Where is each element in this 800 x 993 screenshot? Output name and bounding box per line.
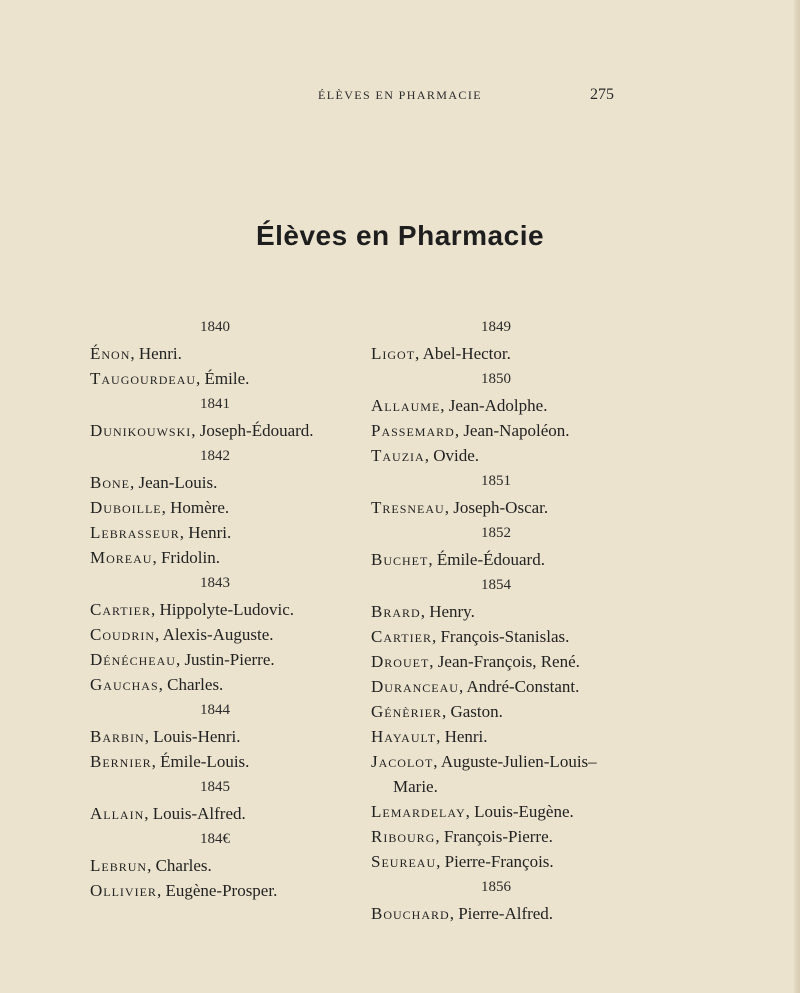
surname: Bernier [90, 752, 152, 771]
surname: Passemard [371, 421, 455, 440]
student-entry [90, 801, 350, 826]
student-entry [371, 443, 631, 468]
surname: Brard [371, 602, 421, 621]
student-entry [371, 674, 631, 699]
given-names: , Jean-François, René. [429, 652, 580, 671]
student-entry [90, 545, 350, 570]
surname: Génèrier [371, 702, 442, 721]
student-entry [90, 672, 350, 697]
given-names: , Ovide. [424, 446, 480, 465]
student-entry [371, 901, 631, 926]
given-names: , Auguste-Julien-Louis– [433, 752, 597, 771]
student-entry [90, 495, 350, 520]
student-entry [90, 520, 350, 545]
student-entry [371, 624, 631, 649]
surname: Lemardelay [371, 802, 466, 821]
surname: Lebrun [90, 856, 148, 875]
given-names: , Joseph-Oscar. [444, 498, 549, 517]
given-names: , Louis-Henri. [144, 727, 241, 746]
surname: Ribourg [371, 827, 436, 846]
right-column [371, 314, 631, 926]
surname: Taugourdeau [90, 369, 197, 388]
surname: Drouet [371, 652, 430, 671]
year-heading: 1842 [200, 448, 230, 464]
given-names: , André-Constant. [458, 677, 580, 696]
surname: Dénécheau [90, 650, 176, 669]
given-names: , Justin-Pierre. [175, 650, 275, 669]
student-entry [371, 649, 631, 674]
year-heading: 1856 [481, 879, 511, 895]
student-entry [371, 599, 631, 624]
year-heading: 1854 [481, 577, 511, 593]
entry-continuation: Marie. [393, 777, 438, 796]
student-entry [371, 799, 631, 824]
given-names: , Henri. [436, 727, 488, 746]
surname: Seureau [371, 852, 437, 871]
student-entry [90, 366, 350, 391]
given-names: , Jean-Louis. [130, 473, 218, 492]
left-column [90, 314, 350, 903]
student-entry [90, 853, 350, 878]
surname: Hayault [371, 727, 437, 746]
given-names: , Jean-Adolphe. [440, 396, 548, 415]
given-names: , Émile-Louis. [151, 752, 250, 771]
student-entry [371, 393, 631, 418]
page-edge-shadow [794, 0, 800, 993]
given-names: , Hippolyte-Ludovic. [150, 600, 295, 619]
given-names: , Charles. [158, 675, 224, 694]
year-heading: 184€ [200, 831, 230, 847]
given-names: , Henri. [179, 523, 232, 542]
year-heading: 1841 [200, 396, 230, 412]
student-entry [371, 418, 631, 443]
surname: Bone [90, 473, 131, 492]
student-entry [90, 622, 350, 647]
surname: Duranceau [371, 677, 459, 696]
student-entry [90, 341, 350, 366]
student-entry [90, 597, 350, 622]
student-entry [371, 495, 631, 520]
surname: Moreau [90, 548, 153, 567]
given-names: , Alexis-Auguste. [155, 625, 274, 644]
surname: Barbin [90, 727, 145, 746]
student-entry [90, 647, 350, 672]
given-names: , François-Stanislas. [431, 627, 570, 646]
year-heading: 1843 [200, 575, 230, 591]
surname: Tauzia [371, 446, 425, 465]
student-entry [90, 418, 350, 443]
surname: Dunikouwski [90, 421, 192, 440]
year-heading: 1850 [481, 371, 511, 387]
given-names: , Fridolin. [152, 548, 220, 567]
given-names: , Pierre-Alfred. [449, 904, 554, 923]
student-entry [371, 749, 631, 774]
given-names: , Pierre-François. [436, 852, 554, 871]
surname: Duboille [90, 498, 162, 517]
student-entry [371, 824, 631, 849]
student-entry [90, 878, 350, 903]
year-heading: 1852 [481, 525, 511, 541]
surname: Jacolot [371, 752, 434, 771]
year-heading: 1845 [200, 779, 230, 795]
surname: Coudrin [90, 625, 156, 644]
given-names: , Henri. [130, 344, 182, 363]
student-entry [90, 724, 350, 749]
surname: Allaume [371, 396, 441, 415]
surname: Buchet [371, 550, 429, 569]
running-head: ÉLÈVES EN PHARMACIE [318, 88, 482, 102]
student-entry [371, 724, 631, 749]
given-names: , Eugène-Prosper. [156, 881, 278, 900]
page-title: Élèves en Pharmacie [255, 220, 545, 251]
student-entry [90, 470, 350, 495]
given-names: , Louis-Eugène. [465, 802, 574, 821]
student-entry [371, 547, 631, 572]
given-names: , Joseph-Édouard. [191, 421, 314, 440]
surname: Cartier [371, 627, 432, 646]
surname: Ligot [371, 344, 416, 363]
student-entry [371, 699, 631, 724]
surname: Énon [90, 344, 131, 363]
student-entry [371, 849, 631, 874]
given-names: , Charles. [147, 856, 212, 875]
given-names: , Émile. [196, 369, 250, 388]
year-heading: 1844 [200, 702, 230, 718]
surname: Bouchard [371, 904, 450, 923]
surname: Lebrasseur [90, 523, 180, 542]
given-names: , Émile-Édouard. [428, 550, 545, 569]
given-names: , Henry. [420, 602, 475, 621]
surname: Cartier [90, 600, 151, 619]
given-names: , Jean-Napoléon. [454, 421, 570, 440]
surname: Tresneau [371, 498, 445, 517]
given-names: , Gaston. [441, 702, 503, 721]
student-entry [371, 341, 631, 366]
given-names: , Louis-Alfred. [144, 804, 246, 823]
given-names: , Abel-Hector. [415, 344, 511, 363]
page-number: 275 [590, 86, 614, 103]
year-heading: 1851 [481, 473, 511, 489]
surname: Gauchas [90, 675, 159, 694]
surname: Ollivier [90, 881, 157, 900]
given-names: , Homère. [161, 498, 230, 517]
year-heading: 1849 [481, 319, 511, 335]
surname: Allain [90, 804, 145, 823]
student-entry [90, 749, 350, 774]
year-heading: 1840 [200, 319, 230, 335]
given-names: , François-Pierre. [435, 827, 553, 846]
